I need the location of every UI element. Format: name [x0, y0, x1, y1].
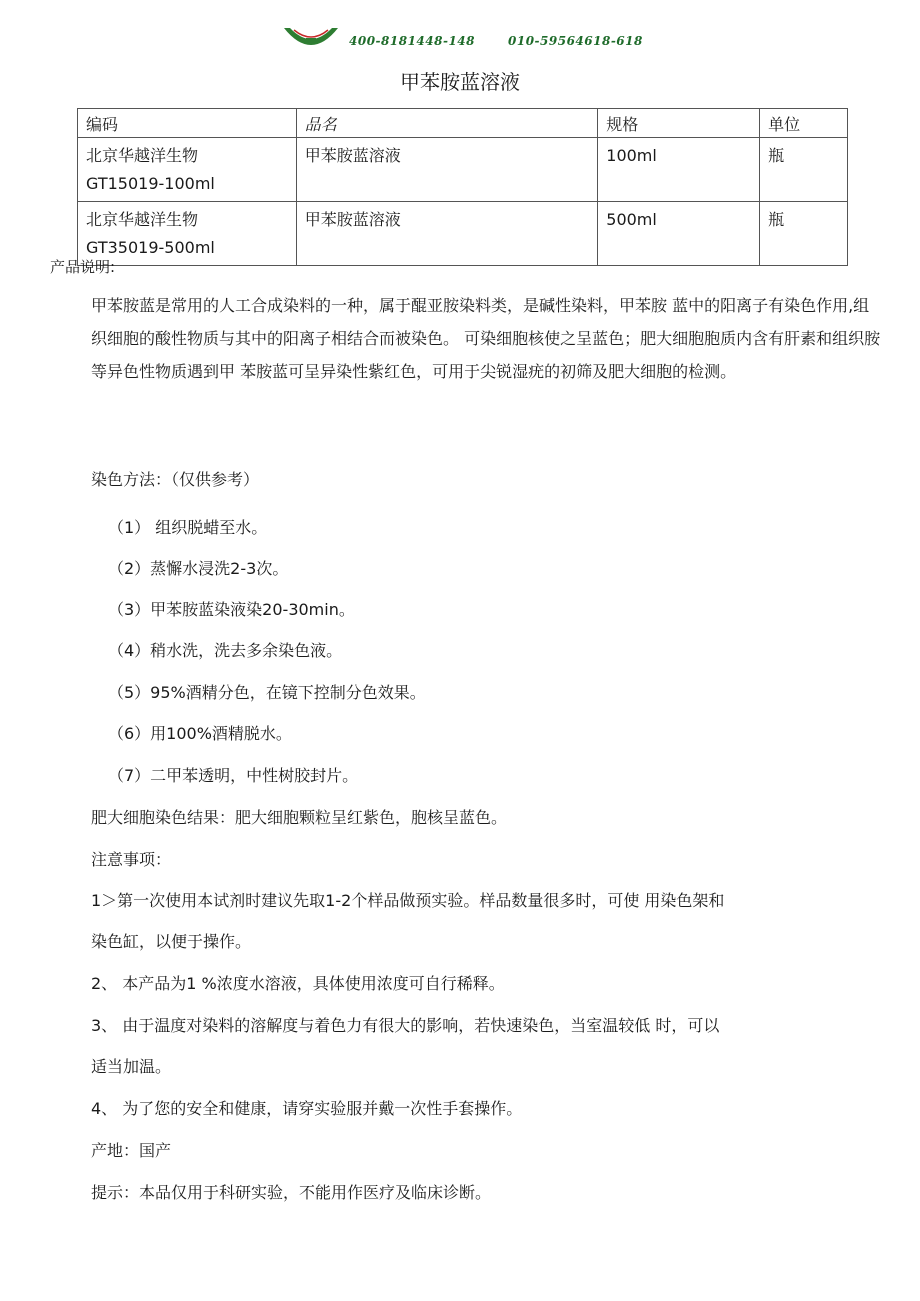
tip-text: 提示：本品仅用于科研实验，不能用作医疗及临床诊断。	[91, 1183, 492, 1202]
code-supplier: 北京华越洋生物	[86, 146, 199, 165]
header-unit: 单位	[760, 109, 848, 138]
cell-code	[78, 138, 297, 202]
header-spec: 规格	[598, 109, 760, 138]
phone-number-1: 400-8181448-148	[349, 34, 476, 48]
step-item: （4）稍水洗，洗去多余染色液。	[108, 641, 343, 660]
product-table	[77, 108, 848, 266]
code-supplier: 北京华越洋生物	[86, 210, 199, 229]
step-item: （3）甲苯胺蓝染液染20-30min。	[108, 600, 355, 619]
page-title: 甲苯胺蓝溶液	[400, 70, 520, 94]
table-row	[78, 202, 848, 266]
staining-result: 肥大细胞染色结果：肥大细胞颗粒呈红紫色，胞核呈蓝色。	[91, 808, 508, 827]
step-item: （1） 组织脱蜡至水。	[108, 518, 268, 537]
notes-title: 注意事项：	[91, 850, 172, 869]
page-header	[282, 26, 662, 56]
note-item-continued: 染色缸，以便于操作。	[91, 932, 252, 951]
cell-spec: 500ml	[598, 202, 760, 266]
company-logo	[282, 28, 340, 52]
cell-spec: 100ml	[598, 138, 760, 202]
note-item: 1＞第一次使用本试剂时建议先取1-2个样品做预实验。样品数量很多时，可使 用染色架和	[91, 891, 725, 910]
phone-number-2: 010-59564618-618	[508, 34, 643, 48]
cell-unit: 瓶	[760, 202, 848, 266]
table-row	[78, 138, 848, 202]
description-text: 甲苯胺蓝是常用的人工合成染料的一种，属于醌亚胺染料类，是碱性染料，甲苯胺 蓝中的阳离子有染色作用,组织细胞的酸性物质与其中的阳离子相结合而被染色。 可染细胞核使之呈蓝色；肥大细胞胞质内含有肝素和组织胺等异色性物质遇到甲 苯胺蓝可呈异染性紫红色，可用于尖锐湿疣的初筛及肥大细胞的检测。	[91, 296, 881, 381]
step-item: （5）95%酒精分色，在镜下控制分色效果。	[108, 683, 426, 702]
code-catalog: GT15019-100ml	[86, 174, 215, 193]
code-catalog: GT35019-500ml	[86, 238, 215, 257]
note-item: 4、 为了您的安全和健康，请穿实验服并戴一次性手套操作。	[91, 1099, 523, 1118]
header-code: 编码	[78, 109, 297, 138]
note-item-continued: 适当加温。	[91, 1057, 172, 1076]
step-item: （6）用100%酒精脱水。	[108, 724, 292, 743]
cell-name: 甲苯胺蓝溶液	[296, 202, 598, 266]
table-header-row	[78, 109, 848, 138]
method-title: 染色方法：（仅供参考）	[91, 470, 260, 489]
cell-name: 甲苯胺蓝溶液	[296, 138, 598, 202]
step-item: （7）二甲苯透明，中性树胶封片。	[108, 766, 359, 785]
header-name: 品名	[296, 109, 598, 138]
note-item: 2、 本产品为1 %浓度水溶液，具体使用浓度可自行稀释。	[91, 974, 505, 993]
step-item: （2）蒸懈水浸洗2-3次。	[108, 559, 289, 578]
section-product-description: 产品说明:	[50, 258, 116, 276]
note-item: 3、 由于温度对染料的溶解度与着色力有很大的影响，若快速染色，当室温较低 时，可以	[91, 1016, 720, 1035]
origin-text: 产地：国产	[91, 1141, 172, 1160]
cell-unit: 瓶	[760, 138, 848, 202]
